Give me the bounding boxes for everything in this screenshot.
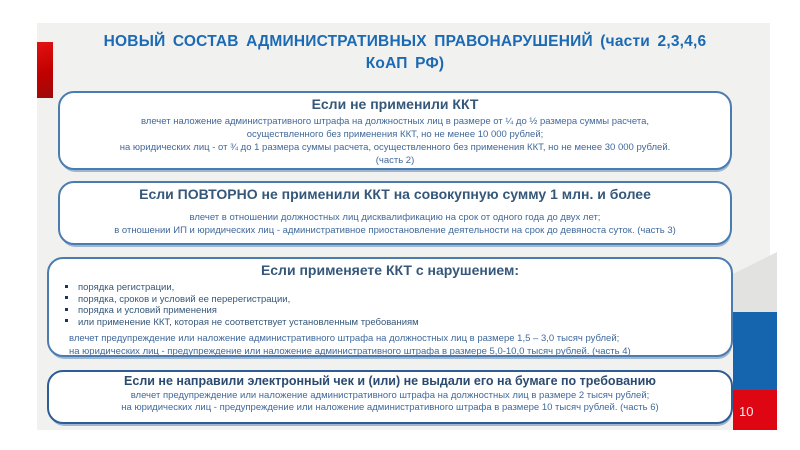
body-line: влечет предупреждение или наложение административного штрафа на должностных лиц в размере 1,5 – 3,0 тысяч рублей; — [69, 333, 620, 344]
panel-body — [60, 211, 730, 237]
panel-kkt-not-used — [58, 91, 732, 170]
bullet-text: порядка, сроков и условий ее перерегистрации, — [78, 293, 291, 305]
bullet-square-icon — [65, 319, 68, 322]
panel-receipt-not-sent — [47, 370, 733, 424]
body-line: в отношении ИП и юридических лиц - административное приостановление деятельности на срок до девяноста суток. (часть 3) — [114, 225, 676, 236]
bullet-text: порядка и условий применения — [78, 305, 217, 316]
panel-heading: Если ПОВТОРНО не применили ККТ на совокупную сумму 1 млн. и более — [139, 186, 651, 202]
panel-body — [69, 333, 731, 357]
red-accent-bar — [37, 42, 53, 98]
slide-title-line2: КоАП РФ) — [365, 55, 445, 72]
slide-title-line1: НОВЫЙ СОСТАВ АДМИНИСТРАТИВНЫХ ПРАВОНАРУШЕНИЙ (части 2,3,4,6 — [103, 33, 707, 50]
bullet-text: или применение ККТ, которая не соответствует установленным требованиям — [78, 316, 419, 328]
page-number-badge — [733, 390, 777, 430]
bullet-item — [65, 282, 731, 294]
bullet-square-icon — [65, 285, 68, 288]
body-line: влечет в отношении должностных лиц дисквалификацию на срок от одного года до двух лет; — [189, 212, 601, 223]
bullet-item — [65, 317, 731, 329]
bullet-square-icon — [65, 308, 68, 311]
panel-heading: Если не направили электронный чек и (или) не выдали его на бумаге по требованию — [124, 374, 656, 388]
panel-body — [49, 390, 731, 413]
body-line: (часть 2) — [375, 155, 415, 166]
slide-title — [60, 31, 750, 75]
bullet-square-icon — [65, 296, 68, 299]
page-number: 10 — [739, 404, 754, 419]
bullet-text: порядка регистрации, — [78, 282, 175, 293]
panel-body — [60, 115, 730, 167]
bullet-item — [65, 294, 731, 306]
body-line: на юридических лиц - предупреждение или наложение административного штрафа в размере 10 тысяч рублей. (часть 6) — [121, 401, 659, 413]
panel-heading: Если применяете ККТ с нарушением: — [260, 262, 520, 278]
body-line: осуществленного без применения ККТ, но не менее 10 000 рублей; — [246, 129, 544, 140]
body-line: на юридических лиц - от ¾ до 1 размера суммы расчета, осуществленного без применения ККТ, но не менее 30 000 рублей. — [119, 142, 671, 153]
panel-repeated-violation — [58, 181, 732, 245]
blue-sidebar-decoration — [733, 312, 777, 390]
body-line: влечет предупреждение или наложение административного штрафа на должностных лиц в размере 2 тысяч рублей; — [130, 390, 650, 401]
body-line: на юридических лиц - предупреждение или наложение административного штрафа в размере 5,0-10,0 тысяч рублей. (часть 4) — [69, 345, 631, 357]
panel-heading: Если не применили ККТ — [311, 96, 479, 112]
violation-bullet-list — [65, 282, 731, 328]
panel-kkt-used-with-violation — [47, 257, 733, 357]
body-line: влечет наложение административного штрафа на должностных лиц в размере от ¼ до ½ размера суммы расчета, — [140, 116, 650, 127]
bullet-item — [65, 305, 731, 317]
